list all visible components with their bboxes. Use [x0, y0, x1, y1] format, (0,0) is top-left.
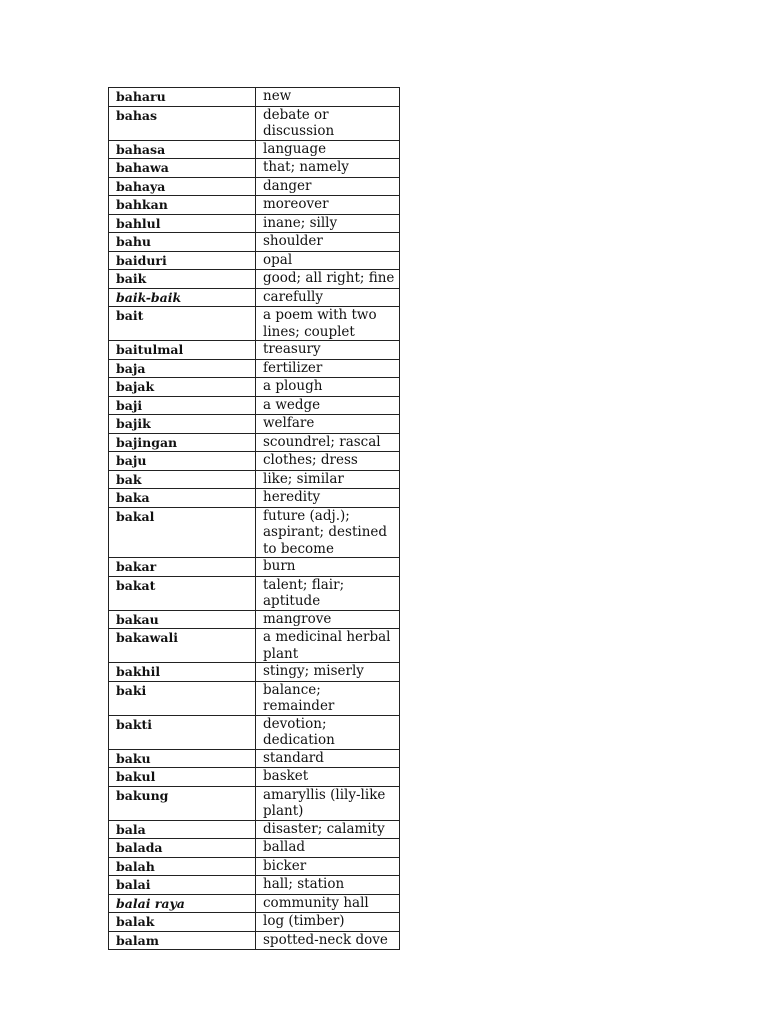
term-cell: baik-baik: [109, 288, 256, 307]
definition-cell: devotion; dedication: [256, 715, 400, 749]
table-row: [109, 196, 400, 215]
term-cell: balah: [109, 857, 256, 876]
table-row: [109, 489, 400, 508]
term-cell: bakhil: [109, 663, 256, 682]
definition-cell: treasury: [256, 341, 400, 360]
table-row: [109, 820, 400, 839]
definition-cell: good; all right; fine: [256, 270, 400, 289]
term-cell: balai raya: [109, 894, 256, 913]
definition-cell: like; similar: [256, 470, 400, 489]
table-row: [109, 452, 400, 471]
term-cell: bait: [109, 307, 256, 341]
table-row: [109, 749, 400, 768]
table-row: [109, 396, 400, 415]
definition-cell: burn: [256, 558, 400, 577]
term-cell: bala: [109, 820, 256, 839]
table-row: [109, 839, 400, 858]
table-row: [109, 307, 400, 341]
table-row: [109, 415, 400, 434]
term-cell: bakawali: [109, 629, 256, 663]
term-cell: bakat: [109, 576, 256, 610]
term-cell: balam: [109, 931, 256, 950]
term-cell: bakal: [109, 507, 256, 558]
term-cell: bakti: [109, 715, 256, 749]
term-cell: bahawa: [109, 159, 256, 178]
term-cell: bakul: [109, 768, 256, 787]
definition-cell: log (timber): [256, 913, 400, 932]
definition-cell: spotted-neck dove: [256, 931, 400, 950]
table-row: [109, 768, 400, 787]
term-cell: bajak: [109, 378, 256, 397]
term-cell: bakau: [109, 610, 256, 629]
definition-cell: hall; station: [256, 876, 400, 895]
term-cell: bahaya: [109, 177, 256, 196]
table-row: [109, 233, 400, 252]
table-row: [109, 786, 400, 820]
term-cell: baki: [109, 681, 256, 715]
term-cell: bajingan: [109, 433, 256, 452]
term-cell: baka: [109, 489, 256, 508]
term-cell: baja: [109, 359, 256, 378]
term-cell: bak: [109, 470, 256, 489]
definition-cell: that; namely: [256, 159, 400, 178]
definition-cell: ballad: [256, 839, 400, 858]
definition-cell: future (adj.); aspirant; destined to become: [256, 507, 400, 558]
definition-cell: welfare: [256, 415, 400, 434]
definition-cell: mangrove: [256, 610, 400, 629]
term-cell: baji: [109, 396, 256, 415]
definition-cell: bicker: [256, 857, 400, 876]
definition-cell: disaster; calamity: [256, 820, 400, 839]
definition-cell: danger: [256, 177, 400, 196]
table-row: [109, 140, 400, 159]
table-row: [109, 470, 400, 489]
definition-cell: clothes; dress: [256, 452, 400, 471]
table-row: [109, 214, 400, 233]
term-cell: bahu: [109, 233, 256, 252]
table-row: [109, 681, 400, 715]
definition-cell: language: [256, 140, 400, 159]
definition-cell: a poem with two lines; couplet: [256, 307, 400, 341]
table-row: [109, 159, 400, 178]
term-cell: balada: [109, 839, 256, 858]
table-row: [109, 931, 400, 950]
definition-cell: debate or discussion: [256, 106, 400, 140]
term-cell: baik: [109, 270, 256, 289]
term-cell: baku: [109, 749, 256, 768]
definition-cell: new: [256, 88, 400, 107]
glossary-table: [108, 87, 400, 950]
table-row: [109, 359, 400, 378]
term-cell: bahasa: [109, 140, 256, 159]
definition-cell: talent; flair; aptitude: [256, 576, 400, 610]
term-cell: bahas: [109, 106, 256, 140]
definition-cell: heredity: [256, 489, 400, 508]
definition-cell: shoulder: [256, 233, 400, 252]
table-row: [109, 341, 400, 360]
table-row: [109, 857, 400, 876]
table-row: [109, 610, 400, 629]
term-cell: bajik: [109, 415, 256, 434]
table-row: [109, 177, 400, 196]
table-row: [109, 558, 400, 577]
table-row: [109, 663, 400, 682]
term-cell: balai: [109, 876, 256, 895]
table-row: [109, 894, 400, 913]
definition-cell: carefully: [256, 288, 400, 307]
term-cell: baju: [109, 452, 256, 471]
term-cell: bakung: [109, 786, 256, 820]
term-cell: bahlul: [109, 214, 256, 233]
table-row: [109, 251, 400, 270]
definition-cell: a medicinal herbal plant: [256, 629, 400, 663]
term-cell: baharu: [109, 88, 256, 107]
definition-cell: community hall: [256, 894, 400, 913]
definition-cell: stingy; miserly: [256, 663, 400, 682]
table-row: [109, 507, 400, 558]
table-row: [109, 576, 400, 610]
definition-cell: balance; remainder: [256, 681, 400, 715]
table-row: [109, 270, 400, 289]
table-row: [109, 88, 400, 107]
definition-cell: scoundrel; rascal: [256, 433, 400, 452]
definition-cell: moreover: [256, 196, 400, 215]
term-cell: bahkan: [109, 196, 256, 215]
table-row: [109, 913, 400, 932]
table-row: [109, 106, 400, 140]
table-row: [109, 876, 400, 895]
definition-cell: fertilizer: [256, 359, 400, 378]
table-row: [109, 288, 400, 307]
definition-cell: opal: [256, 251, 400, 270]
definition-cell: inane; silly: [256, 214, 400, 233]
definition-cell: amaryllis (lily-like plant): [256, 786, 400, 820]
table-row: [109, 715, 400, 749]
term-cell: balak: [109, 913, 256, 932]
term-cell: baitulmal: [109, 341, 256, 360]
glossary-body: [109, 88, 400, 950]
table-row: [109, 378, 400, 397]
definition-cell: a plough: [256, 378, 400, 397]
term-cell: baiduri: [109, 251, 256, 270]
term-cell: bakar: [109, 558, 256, 577]
definition-cell: basket: [256, 768, 400, 787]
table-row: [109, 433, 400, 452]
table-row: [109, 629, 400, 663]
definition-cell: a wedge: [256, 396, 400, 415]
definition-cell: standard: [256, 749, 400, 768]
